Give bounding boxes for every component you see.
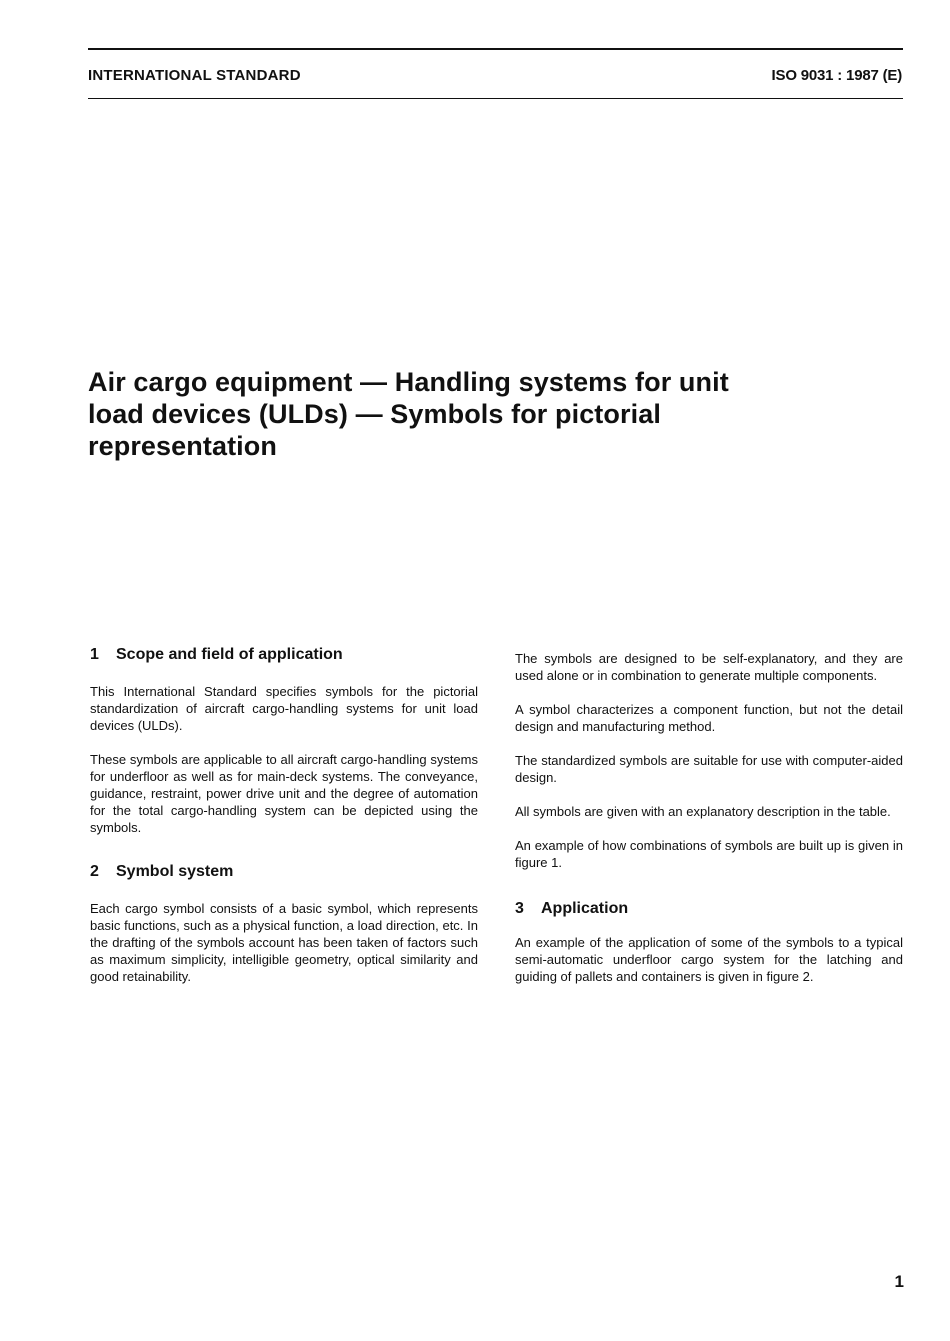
document-title [88, 366, 868, 462]
title-line-1: Air cargo equipment — Handling systems for unit [88, 367, 729, 397]
left-column [90, 646, 478, 985]
header-top-rule [88, 48, 903, 50]
page-number: 1 [894, 1272, 904, 1291]
section-1-paragraph-1: This International Standard specifies symbols for the pictorial standardization of aircraft cargo-handling systems for unit load devices (ULDs). [90, 684, 478, 733]
section-1-title: Scope and field of application [116, 646, 343, 663]
standard-reference: ISO 9031 : 1987 (E) [771, 67, 902, 84]
document-type-label: INTERNATIONAL STANDARD [88, 67, 301, 84]
section-2-heading [90, 863, 478, 881]
section-2-title: Symbol system [116, 863, 234, 880]
section-3-title: Application [541, 900, 629, 917]
section-2-paragraph-1: Each cargo symbol consists of a basic symbol, which represents basic functions, such as a physical function, a load direction, etc. In the drafting of the symbols account has been taken of factors such as maximum simplicity, intelligible geometry, optical similarity and good retainability. [90, 901, 478, 984]
section-2-paragraph-2: The symbols are designed to be self-explanatory, and they are used alone or in combination to generate multiple components. [515, 651, 903, 683]
title-line-2: load devices (ULDs) — Symbols for pictorial [88, 399, 661, 429]
section-1-heading [90, 646, 478, 664]
section-2-number: 2 [90, 863, 99, 880]
section-2-paragraph-4: The standardized symbols are suitable for use with computer-aided design. [515, 753, 903, 785]
section-2-paragraph-5: All symbols are given with an explanatory description in the table. [515, 804, 891, 819]
section-3-number: 3 [515, 900, 524, 917]
section-2-paragraph-3: A symbol characterizes a component function, but not the detail design and manufacturing method. [515, 702, 903, 734]
title-line-3: representation [88, 431, 277, 461]
section-2-paragraph-6: An example of how combinations of symbols are built up is given in figure 1. [515, 838, 903, 870]
section-1-paragraph-2: These symbols are applicable to all aircraft cargo-handling systems for underfloor as well as for main-deck systems. The conveyance, guidance, restraint, power drive unit and the degree of automation for the total cargo-handling system can be depicted using the symbols. [90, 752, 478, 835]
section-3-heading [515, 900, 903, 918]
header-bottom-rule [88, 98, 903, 99]
section-1-number: 1 [90, 646, 99, 663]
right-column [515, 650, 903, 985]
section-3-paragraph-1: An example of the application of some of the symbols to a typical semi-automatic underfloor cargo system for the latching and guiding of pallets and containers is given in figure 2. [515, 935, 903, 984]
